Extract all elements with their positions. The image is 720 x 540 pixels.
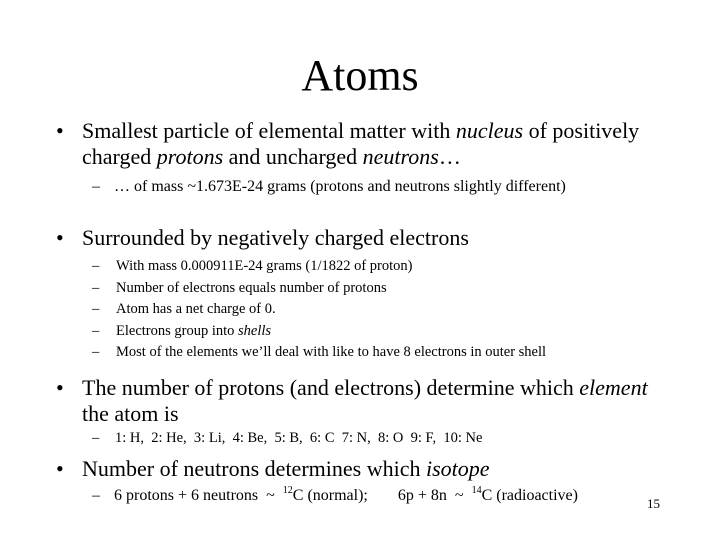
bullet-2-text: Surrounded by negatively charged electrons: [82, 225, 469, 250]
sub-bullet-3-1: [92, 428, 692, 450]
sub-bullet-mark: –: [92, 487, 100, 504]
sub-bullet-mark: –: [92, 279, 100, 296]
sub-bullet-text: Most of the elements we’ll deal with like to have 8 electrons in outer shell: [116, 344, 547, 360]
sub-bullet-text: Electrons group into shells: [116, 322, 272, 339]
bullet-1: [56, 118, 676, 170]
sub-bullet-2-5: [92, 342, 692, 364]
emphasis: protons: [156, 144, 224, 169]
sub-bullet-2-2: [92, 278, 692, 300]
page-number: 15: [647, 496, 660, 511]
emphasis: neutrons: [362, 144, 439, 169]
sub-bullet-text: Atom has a net charge of 0.: [116, 301, 276, 317]
slide-title: Atoms: [301, 51, 419, 100]
emphasis: nucleus: [455, 118, 524, 143]
bullet-3-text: The number of protons (and electrons) determine which element the atom is: [82, 375, 648, 426]
sub-bullet-2-4: [92, 321, 692, 343]
bullet-4: [56, 456, 676, 482]
emphasis: element: [579, 375, 648, 400]
sub-bullet-list-2: [92, 256, 692, 364]
bullet-mark: •: [56, 225, 64, 250]
bullet-4-text: Number of neutrons determines which isotope: [82, 456, 490, 481]
emphasis: shells: [238, 322, 272, 339]
sub-bullet-text: 6 protons + 6 neutrons ~ $^{12}$C (normal); 6p + 8n ~ $^{14}$C (radioactive): [114, 485, 578, 504]
sub-bullet-text: 1: H, 2: He, 3: Li, 4: Be, 5: B, 6: C 7: N, 8: O 9: F, 10: Ne: [115, 430, 483, 446]
sub-bullet-4-1: [92, 486, 652, 506]
sub-bullet-mark: –: [92, 258, 100, 274]
sub-bullet-2-3: [92, 299, 692, 321]
sub-bullet-mark: –: [92, 301, 100, 317]
bullet-1-text: Smallest particle of elemental matter with nucleus of positively charged protons and uncharged neutrons…: [82, 118, 640, 169]
sub-bullet-2-1: [92, 256, 692, 278]
sub-bullet-mark: –: [92, 344, 100, 360]
bullet-2: [56, 225, 676, 251]
bullet-mark: •: [56, 456, 64, 481]
sub-bullet-mark: –: [92, 430, 100, 446]
sub-bullet-mark: –: [92, 178, 100, 195]
bullet-mark: •: [56, 375, 64, 400]
sub-bullet-text: With mass 0.000911E-24 grams (1/1822 of proton): [116, 258, 413, 274]
superscript: 12: [282, 485, 293, 496]
sub-bullet-1-1: [92, 177, 692, 197]
sub-bullet-text: Number of electrons equals number of protons: [116, 279, 387, 296]
superscript: 14: [471, 485, 482, 496]
bullet-3: [56, 375, 676, 427]
bullet-mark: •: [56, 118, 64, 143]
emphasis: isotope: [425, 456, 490, 481]
sub-bullet-mark: –: [92, 322, 100, 339]
sub-bullet-text: … of mass ~1.673E-24 grams (protons and neutrons slightly different): [114, 178, 566, 195]
